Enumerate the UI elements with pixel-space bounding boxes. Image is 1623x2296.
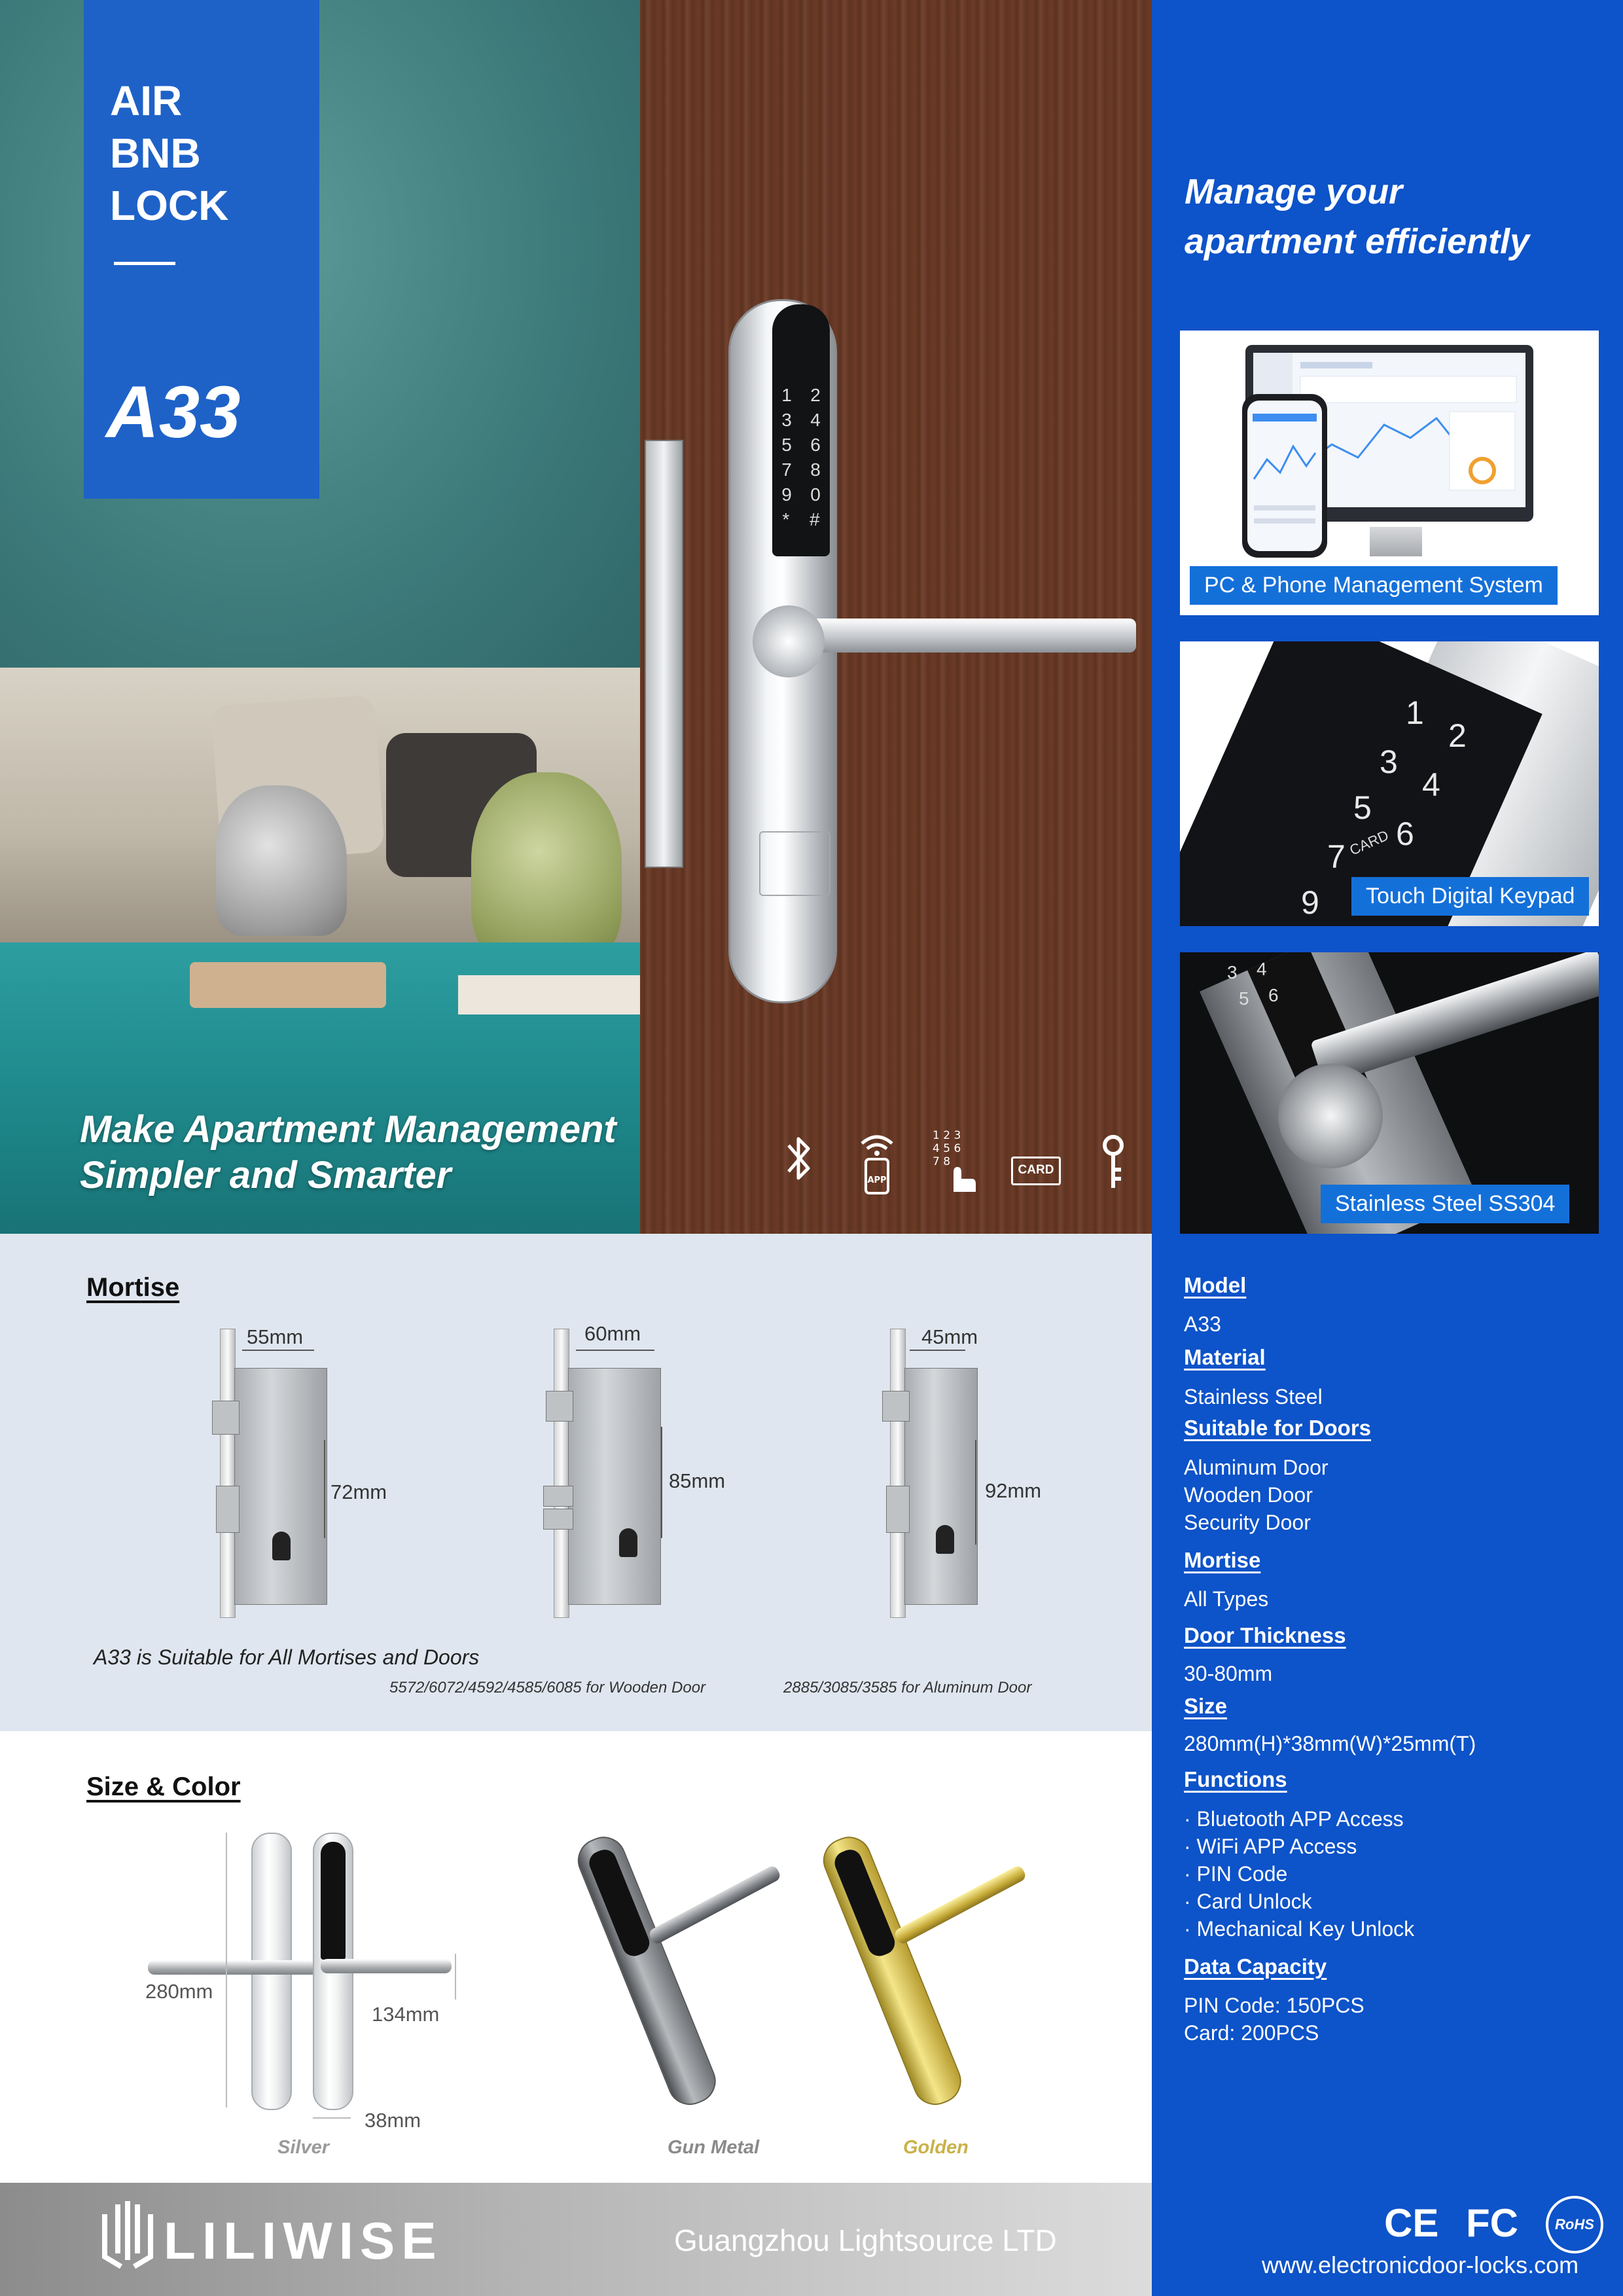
keypad-key: 1 (781, 385, 792, 405)
mortise-lock-image (554, 1329, 665, 1623)
keypad-key: 6 (810, 435, 821, 455)
wifi-app-icon (854, 1129, 900, 1194)
keypad-row (772, 383, 830, 408)
spec-value: · WiFi APP Access (1184, 1835, 1357, 1858)
key-digit: 4 (1422, 766, 1440, 803)
card-reader-zone (759, 831, 830, 896)
spec-heading: Data Capacity (1184, 1954, 1327, 1979)
spec-value: · PIN Code (1184, 1862, 1288, 1886)
handle-rose (1278, 1064, 1383, 1168)
dimension-line (975, 1440, 976, 1545)
brand-name: LILIWISE (164, 2212, 443, 2270)
spec-value: Security Door (1184, 1511, 1311, 1534)
keypad-key: 9 (781, 484, 792, 505)
key-digit: 7 (1327, 838, 1346, 875)
keypad-key: 3 (781, 410, 792, 430)
key-digit: 6 (1268, 985, 1279, 1005)
spec-heading: Mortise (1184, 1548, 1261, 1572)
aluminum-door-note: 2885/3085/3585 for Aluminum Door (783, 1679, 1032, 1696)
lever-handle (812, 619, 1136, 653)
dimension-line (661, 1427, 662, 1538)
keypad-key: 2 (810, 385, 821, 405)
spec-value: Stainless Steel (1184, 1385, 1323, 1408)
title-divider (114, 262, 175, 265)
spec-heading: Door Thickness (1184, 1623, 1346, 1647)
key-digit: 9 (1301, 884, 1319, 921)
card-text: CARD (1347, 827, 1391, 859)
title-line: AIR (110, 77, 183, 124)
wooden-door-note: 5572/6072/4592/4585/6085 for Wooden Door (389, 1679, 706, 1696)
hero-tagline-1: Make Apartment Management (80, 1108, 616, 1151)
mortise-height: 92mm (985, 1479, 1042, 1502)
mortise-width: 55mm (247, 1325, 304, 1348)
title-line: LOCK (110, 182, 229, 229)
spec-value: Card: 200PCS (1184, 2021, 1319, 2045)
size-width: 38mm (365, 2109, 421, 2132)
vase (471, 772, 622, 969)
section-title: Size & Color (86, 1772, 241, 1801)
headline-line: Manage your (1185, 172, 1403, 211)
key-icon (1092, 1129, 1137, 1194)
keypad-row (772, 433, 830, 457)
spec-value: All Types (1184, 1587, 1269, 1611)
spec-value: · Card Unlock (1184, 1890, 1312, 1913)
lever-handle (148, 1960, 325, 1975)
phone-image (1242, 394, 1327, 558)
spec-value: 280mm(H)*38mm(W)*25mm(T) (1184, 1732, 1476, 1755)
panel-label: PC & Phone Management System (1190, 566, 1558, 605)
pc-phone-panel (1180, 331, 1599, 615)
title-line: BNB (110, 130, 201, 177)
key-digit: 1 (1406, 694, 1424, 731)
app-text: APP (867, 1175, 887, 1185)
spec-heading: Suitable for Doors (1184, 1416, 1372, 1440)
keypad-key: 7 (781, 459, 792, 480)
mortise-lock-image (220, 1329, 331, 1623)
keypad-key: 5 (781, 435, 792, 455)
spec-heading: Material (1184, 1345, 1266, 1369)
keypad-touch-icon (933, 1129, 978, 1194)
color-label-gunmetal: Gun Metal (668, 2137, 760, 2158)
spec-value: · Mechanical Key Unlock (1184, 1917, 1415, 1941)
handle-rose (753, 605, 825, 677)
dimension-line (324, 1440, 325, 1538)
keypad-row (772, 507, 830, 532)
dimension-line (226, 1833, 227, 2108)
keypad-row (772, 482, 830, 507)
mortise-width: 60mm (584, 1322, 641, 1345)
keypad-key: 0 (810, 484, 821, 505)
dimension-line (576, 1350, 654, 1351)
size-height: 280mm (145, 1980, 213, 2003)
hero-tagline-2: Simpler and Smarter (80, 1154, 452, 1196)
color-label-silver: Silver (277, 2137, 329, 2158)
card-text: CARD (1018, 1163, 1054, 1177)
lock-keypad (772, 304, 830, 556)
stainless-panel (1180, 952, 1599, 1234)
headline-line: apartment efficiently (1185, 222, 1530, 261)
keypad-key: * (782, 509, 790, 529)
dimension-line (313, 2117, 351, 2119)
horse-statue (216, 785, 347, 936)
spec-heading: Model (1184, 1273, 1247, 1297)
spec-heading: Size (1184, 1694, 1228, 1718)
tray (190, 962, 386, 1008)
dimension-line (455, 1954, 456, 2000)
liliwise-logo-icon (92, 2198, 164, 2273)
spec-value: · Bluetooth APP Access (1184, 1807, 1404, 1831)
spec-value: Aluminum Door (1184, 1456, 1329, 1479)
rohs-mark-icon (1546, 2196, 1603, 2253)
mortise-height: 85mm (669, 1469, 726, 1492)
website-url[interactable]: www.electronicdoor-locks.com (1262, 2251, 1579, 2278)
section-title: Mortise (86, 1273, 180, 1302)
key-digit: 3 (1380, 744, 1398, 780)
monitor-stand (1370, 527, 1422, 556)
panel-label: Stainless Steel SS304 (1321, 1185, 1569, 1223)
spec-value: A33 (1184, 1312, 1221, 1336)
spec-heading: Functions (1184, 1767, 1287, 1791)
mortise-lock-image (890, 1329, 1001, 1623)
mortise-faceplate (645, 440, 683, 868)
key-digit: 5 (1353, 789, 1372, 826)
panel-label: Touch Digital Keypad (1351, 877, 1589, 916)
keypad-digits-text: 1 2 3 4 5 6 7 8 (933, 1129, 961, 1168)
rohs-text: RoHS (1555, 2216, 1594, 2233)
company-name: Guangzhou Lightsource LTD (674, 2223, 1057, 2257)
key-digit: 6 (1396, 816, 1414, 852)
dimension-line (242, 1350, 314, 1351)
dimension-line (910, 1350, 965, 1351)
bluetooth-icon (776, 1129, 821, 1194)
spec-value: PIN Code: 150PCS (1184, 1994, 1364, 2017)
keypad-row (772, 457, 830, 482)
sidebar-headline (1185, 167, 1529, 266)
spec-value: 30-80mm (1184, 1662, 1273, 1685)
mortise-width: 45mm (921, 1325, 978, 1348)
books (458, 975, 641, 1014)
key-digit: 5 (1239, 988, 1249, 1009)
phone-screen (1247, 401, 1322, 551)
ce-mark-icon: CE (1384, 2201, 1439, 2245)
model-title: A33 (106, 371, 241, 453)
keypad-panel (1180, 641, 1599, 926)
mortise-suitable-text: A33 is Suitable for All Mortises and Doors (94, 1645, 480, 1669)
lever-handle (321, 1959, 452, 1973)
wooden-door (640, 0, 1152, 1234)
color-label-golden: Golden (903, 2137, 969, 2158)
card-icon (1011, 1157, 1061, 1185)
mortise-height: 72mm (330, 1480, 387, 1503)
key-digit: 4 (1257, 959, 1267, 979)
key-digit: 2 (1448, 717, 1467, 754)
keypad-key: 8 (810, 459, 821, 480)
keypad-key: # (810, 509, 820, 529)
spec-value: Wooden Door (1184, 1483, 1313, 1507)
fcc-mark-icon: FC (1466, 2201, 1518, 2245)
size-handle-length: 134mm (372, 2003, 440, 2026)
keypad-row (772, 408, 830, 433)
keypad-key: 4 (810, 410, 821, 430)
key-digit: 3 (1227, 962, 1238, 982)
